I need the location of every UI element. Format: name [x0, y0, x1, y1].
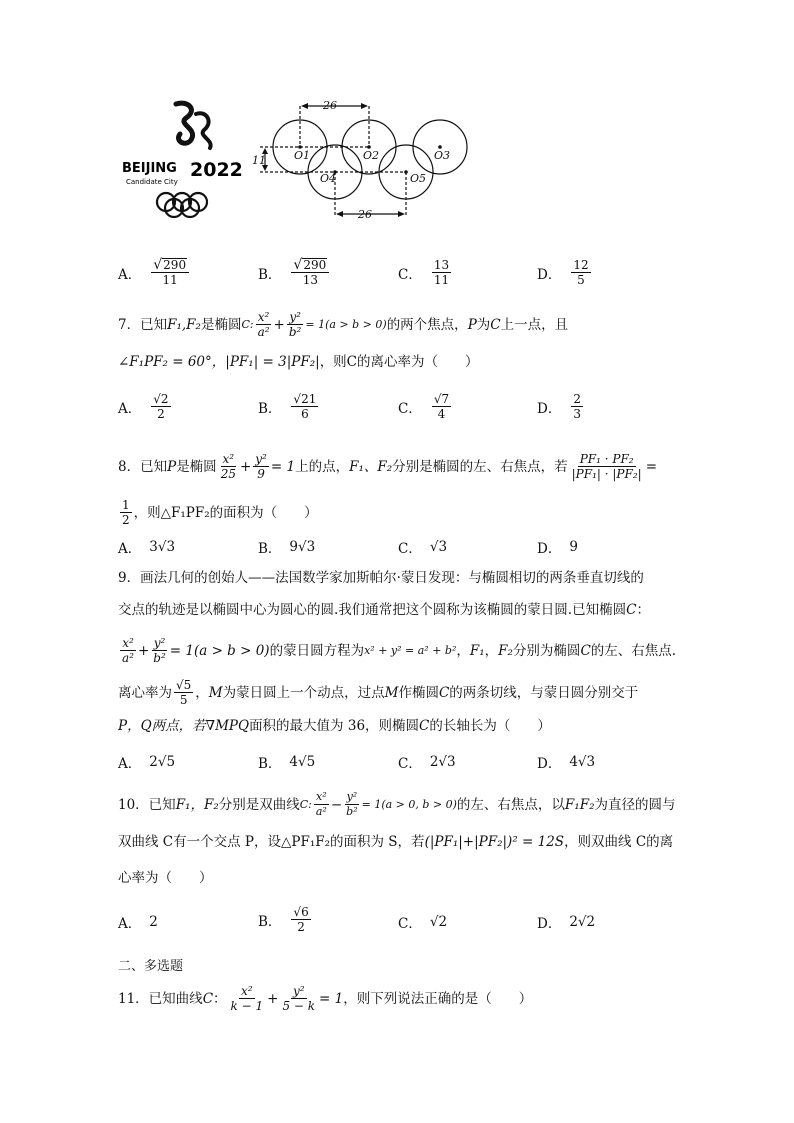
arrowheads — [262, 103, 405, 217]
dim-left-label: 11 — [252, 154, 266, 167]
q7-option-d[interactable]: D． $\frac{2}{3}$ — [537, 392, 581, 421]
q9-option-b[interactable]: B． 4√5 — [258, 754, 316, 772]
q10-option-c[interactable]: C． √2 — [398, 914, 448, 932]
q6-option-d[interactable]: D． $\frac{12}{5}$ — [537, 258, 589, 287]
q9-line4: 离心率为 $\frac{√5}{5}$ ， M 为蒙日圆上一个动点，过点 M 作椭圆 C 的两条切线，与蒙日圆分别交于 — [118, 678, 639, 707]
label-o1: O1 — [294, 149, 311, 162]
q9-line5: P，Q两点，若∇MPQ面积的最大值为 36，则椭圆C的长轴长为（ ） — [118, 718, 551, 734]
q10-option-d[interactable]: D． 2√2 — [537, 914, 596, 932]
q6-option-b[interactable]: B． √ 290 13 — [258, 258, 331, 287]
q6-option-a[interactable]: A． √ 290 11 — [118, 258, 191, 287]
q9-line2: 交点的轨迹是以椭圆中心为圆心的圆.我们通常把这个圆称为该椭圆的蒙日圆.已知椭圆C： — [118, 602, 650, 618]
dim-bottom-label: 26 — [358, 208, 372, 221]
q7-option-c[interactable]: C． $\frac{√7}{4}$ — [398, 392, 450, 421]
q8-line2: $\frac{1}{2}$ ，则△F₁PF₂的面积为（ ） — [122, 498, 318, 527]
q8-option-c[interactable]: C． √3 — [398, 539, 448, 557]
q10-line1: 10．已知 F₁，F₂ 分别是双曲线 C: $\frac{\text{x²}}{\text{a²}}$ − $\frac{\text{y²}}{\text{b²}}$ = 1(a > 0, b > 0) 的左、右焦点，以 F₁F₂ 为直径的圆与 — [118, 790, 676, 818]
logo-year: 2022 — [190, 159, 243, 181]
q8-option-b[interactable]: B． 9√3 — [258, 539, 316, 557]
q9-option-d[interactable]: D． 4√3 — [537, 754, 596, 772]
logo-city: BEIJING — [122, 161, 177, 176]
label-o2: O2 — [363, 149, 380, 162]
figure-svg — [118, 92, 488, 222]
dim-top-label: 26 — [323, 99, 337, 112]
q9-option-a[interactable]: A． 2√5 — [118, 754, 176, 772]
q9-line3: $\frac{\text{x²}}{\text{a²}}$ + $\frac{\text{y²}}{\text{b²}}$ = 1(a > b > 0) 的蒙日圆方程为 x² + y² = a² + b² ， F₁ ， F₂ 分别为椭圆 C 的左、右焦点. — [122, 636, 677, 665]
q9-line1: 9．画法几何的创始人——法国数学家加斯帕尔·蒙日发现：与椭圆相切的两条垂直切线的 — [118, 570, 644, 586]
label-o3: O3 — [434, 149, 451, 162]
q7-line2: ∠F₁PF₂ = 60°，|PF₁| = 3|PF₂|，则C的离心率为（ ） — [118, 354, 479, 370]
q7-option-b[interactable]: B． $\frac{√21}{6}$ — [258, 392, 317, 421]
label-o4: O4 — [320, 172, 337, 185]
beijing-2022-logo — [122, 103, 243, 217]
q10-line3: 心率为（ ） — [118, 870, 213, 886]
figure — [118, 92, 488, 222]
q10-option-a[interactable]: A． 2 — [118, 914, 158, 932]
q10-line2: 双曲线 C有一个交点 P，设△PF₁F₂的面积为 S，若(|PF₁|+|PF₂|)² = 12S，则双曲线 C的离 — [118, 834, 674, 850]
q7-line1: 7．已知 F₁,F₂ 是椭圆 C: $\frac{\text{x²}}{\text{a²}}$ + $\frac{\text{y²}}{\text{b²}}$ = 1(a > b > 0) 的两个焦点， P 为 C 上一点，且 — [118, 310, 569, 339]
q10-option-b[interactable]: B． $\frac{√6}{2}$ — [258, 905, 309, 934]
logo-rings — [157, 193, 207, 217]
label-o5: O5 — [410, 172, 427, 185]
q8-line1: 8．已知 P 是椭圆 $\frac{\text{x²}}{25}$ + $\frac{\text{y²}}{9}$ = 1 上的点， F₁、F₂ 分别是椭圆的左、右焦点，若 $\frac{\text{PF₁ · PF₂}}{\text{|PF₁| · |PF₂|}}$ = — [118, 452, 657, 481]
q6-option-c[interactable]: C． $\frac{13}{11}$ — [398, 258, 450, 287]
q11-line1: 11．已知曲线 C ： $\frac{\text{x²}}{k - 1}$ + $\frac{\text{y²}}{5 - k}$ = 1 ，则下列说法正确的是（ ） — [118, 984, 533, 1013]
q8-option-d[interactable]: D． 9 — [537, 539, 578, 557]
logo-subtitle: Candidate City — [126, 178, 178, 186]
section-title: 二、多选题 — [118, 959, 184, 974]
q7-option-a[interactable]: A． $\frac{√2}{2}$ — [118, 392, 169, 421]
q8-option-a[interactable]: A． 3√3 — [118, 539, 176, 557]
q9-option-c[interactable]: C． 2√3 — [398, 754, 456, 772]
